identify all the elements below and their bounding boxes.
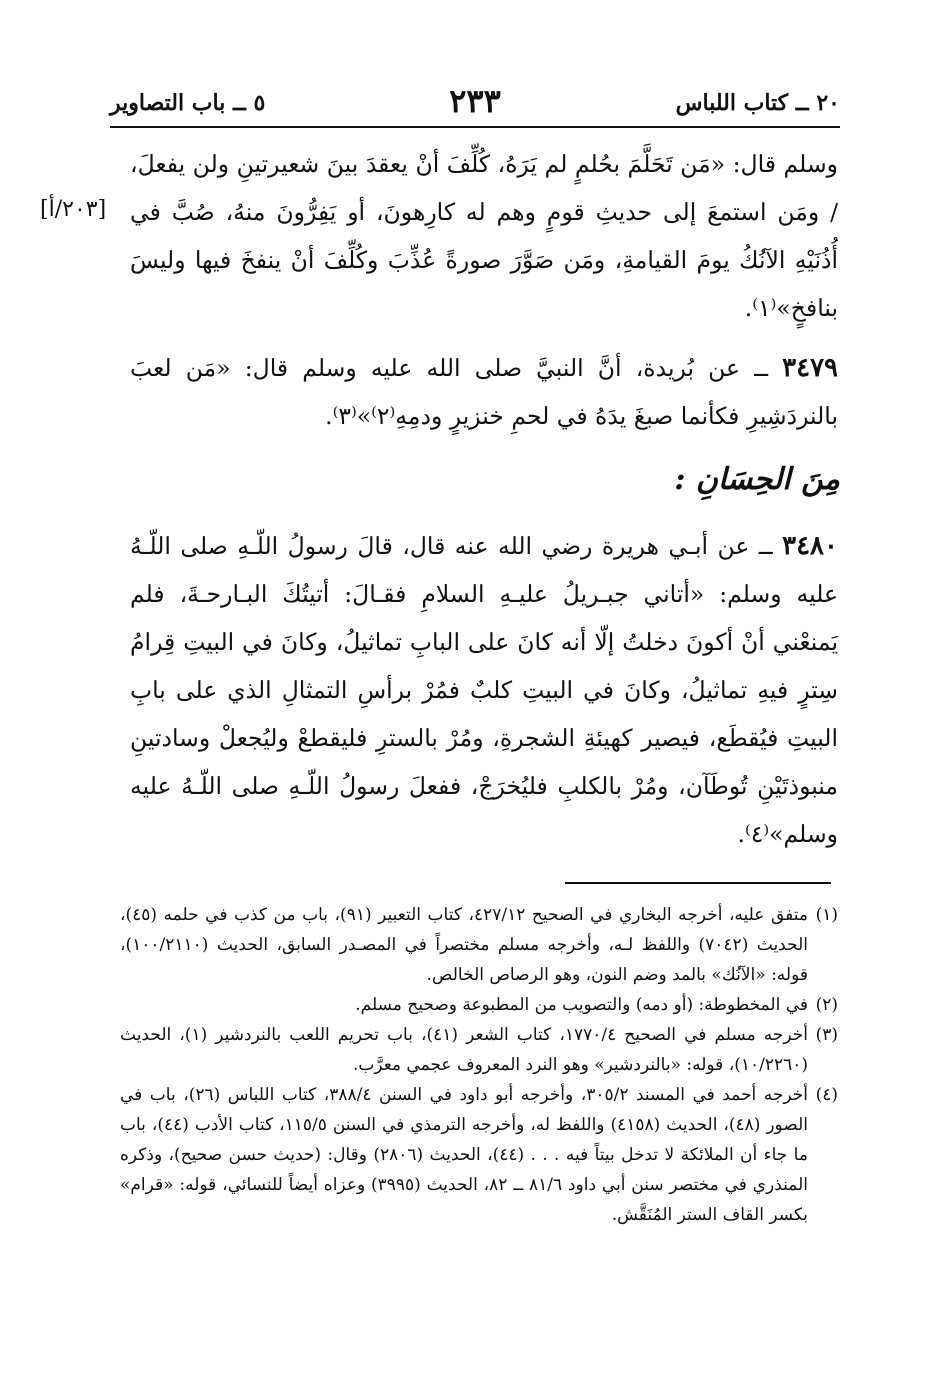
hadith-3479	[130, 344, 838, 440]
continuation-paragraph: وسلم قال: «مَن تَحَلَّمَ بحُلمٍ لم يَرَهُ، كُلِّفَ أنْ يعقدَ بينَ شعيرتينِ ولن يفعلَ، / ومَن استمعَ إلى حديثِ قومٍ وهم له كارِهونَ، أو يَفِرُّونَ منهُ، صُبَّ في أُذُنَيْهِ الآنُكُ يومَ القيامةِ، ومَن صَوَّرَ صورةً عُذِّبَ وكُلِّفَ أنْ ينفخَ فيها وليسَ بنافخٍ»⁽١⁾.	[130, 150, 838, 322]
header-book-title: ٢٠ ــ كتاب اللباس	[675, 90, 840, 116]
footnote-number: (٢)	[815, 995, 838, 1015]
page-header	[110, 82, 840, 126]
header-rule	[110, 126, 840, 128]
hadith-3480	[130, 522, 838, 858]
footnote-rule	[565, 882, 831, 884]
hadith-text: ــ عن أبـي هريرة رضي الله عنه قال، قالَ رسولُ اللّـهِ صلى اللّـهُ عليه وسلم: «أتاني جبـريلُ عليـهِ السلامِ فقـالَ: أتيتُكَ البـارحـةَ، فلم يَمنعْني أنْ أكونَ دخلتُ إلّا أنه كانَ على البابِ تماثيلُ، وكانَ في البيتِ قِرامُ سِترٍ فيهِ تماثيلُ، وكانَ في البيتِ كلبٌ فمُرْ برأسِ التمثالِ الذي على بابِ البيتِ فيُقطَع، فيصير كهيئةِ الشجرةِ، ومُرْ بالسترِ فليقطعْ وليُجعلْ وسادتينِ منبوذتَيْنِ تُوطَآن، ومُرْ بالكلبِ فليُخرَجْ، ففعلَ رسولُ اللّـهِ صلى اللّـهُ عليه وسلم»⁽٤⁾.	[130, 532, 838, 848]
folio-mark: [٢٠٣/أ]	[40, 197, 107, 222]
footnote-number: (٣)	[815, 1025, 838, 1045]
page-number: ٢٣٣	[449, 82, 501, 120]
footnote	[120, 900, 838, 990]
main-text-2	[130, 522, 838, 858]
footnote-text: متفق عليه، أخرجه البخاري في الصحيح ٤٢٧/١٢، كتاب التعبير (٩١)، باب من كذب في حلمه (٤٥)، الحديث (٧٠٤٢) واللفظ لـه، وأخرجه مسلم مختصراً في المصـدر السابق، الحديث (١٠٠/٢١١٠)، قوله: «الآنُك» بالمد وضم النون، وهو الرصاص الخالص.	[120, 905, 808, 985]
footnote	[120, 990, 838, 1020]
footnotes	[120, 900, 838, 1230]
hadith-text: ــ عن بُريدة، أنَّ النبيَّ صلى الله عليه وسلم قال: «مَن لعبَ بالنردَشِيرِ فكأنما صبغَ يدَهُ في لحمِ خنزيرٍ ودمِهِ⁽٢⁾»⁽٣⁾.	[130, 354, 838, 430]
header-chapter-title: ٥ ــ باب التصاوير	[110, 90, 266, 116]
footnote-text: في المخطوطة: (أو دمه) والتصويب من المطبوعة وصحيح مسلم.	[355, 995, 808, 1015]
section-title: مِنَ الحِسَانِ :	[674, 462, 840, 497]
footnote-text: أخرجه مسلم في الصحيح ١٧٧٠/٤، كتاب الشعر (٤١)، باب تحريم اللعب بالنردشير (١)، الحديث (١٠/٢٢٦٠)، قوله: «بالنردشير» وهو النرد المعروف عجمي معرَّب.	[120, 1025, 809, 1075]
hadith-number: ٣٤٧٩	[782, 353, 838, 383]
footnote	[120, 1080, 838, 1230]
footnote-number: (١)	[815, 905, 838, 925]
footnote	[120, 1020, 838, 1080]
main-text	[130, 140, 838, 440]
hadith-number: ٣٤٨٠	[782, 531, 838, 561]
footnote-text: أخرجه أحمد في المسند ٣٠٥/٢، وأخرجه أبو داود في السنن ٣٨٨/٤، كتاب اللباس (٢٦)، باب في الصور (٤٨)، الحديث (٤١٥٨) واللفظ له، وأخرجه الترمذي في السنن ١١٥/٥، كتاب الأدب (٤٤)، باب ما جاء أن الملائكة لا تدخل بيتاً فيه . . . (٤٤)، الحديث (٢٨٠٦) وقال: (حديث حسن صحيح)، وذكره المنذري في مختصر سنن أبي داود ٨١/٦ ــ ٨٢، الحديث (٣٩٩٥) وعزاه أيضاً للنسائي، قوله: «قرام» بكسر القاف الستر المُنَقَّش.	[120, 1085, 808, 1225]
footnote-number: (٤)	[815, 1085, 838, 1105]
